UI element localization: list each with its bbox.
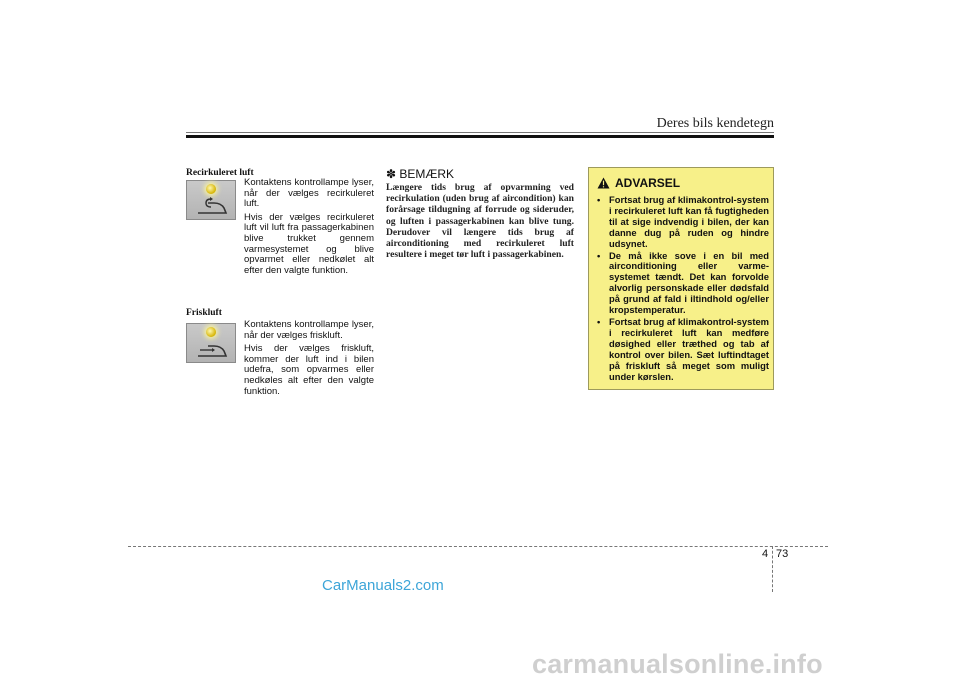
bullet: • [597, 194, 601, 205]
watermark-carmanuals2[interactable]: CarManuals2.com [322, 577, 444, 594]
fresh-air-icon [194, 338, 230, 360]
warning-title: ADVARSEL [615, 176, 681, 190]
fresh-button-image [186, 323, 236, 363]
warning-box [588, 167, 774, 390]
page-divider [772, 546, 773, 592]
warning-item-text: De må ikke sove i en bil med airconditioning eller varme-systemet tændt. Det kan forvolde alvorlig personskade eller dødsfald på grund af fald i iltindhold og/eller kropstemperatur. [609, 249, 769, 316]
fresh-description [244, 320, 374, 400]
fresh-paragraph-1: Kontaktens kontrollampe lyser, når der vælges friskluft. [244, 319, 374, 341]
indicator-lamp-icon [206, 327, 216, 337]
header-rule [186, 135, 774, 138]
recirc-button-image [186, 180, 236, 220]
page-chapter: 4 [762, 548, 769, 560]
note-text: Længere tids brug af opvarmning ved recirkulation (uden brug af aircondition) kan forårsage tildugning af forrude og sideruder, og luften i passagerkabinen kan blive tung. Derudover vil længere tids brug af airconditioning med recirkuleret luft resultere i meget tør luft i passagerkabinen. [386, 182, 574, 261]
warning-item-text: Fortsat brug af klimakontrol-system i recirkuleret luft kan medføre døsighed eller træthed og tab af kontrol over bilen. Sæt luftindtaget på friskluft så meget som muligt under kørslen. [609, 315, 769, 382]
footer-rule [128, 546, 828, 547]
warning-triangle-icon [597, 177, 610, 189]
header-rule-thin [186, 132, 774, 133]
indicator-lamp-icon [206, 184, 216, 194]
fresh-section-title: Friskluft [186, 308, 222, 318]
bullet: • [597, 315, 601, 327]
recirculation-icon [194, 195, 230, 217]
fresh-paragraph-2: Hvis der vælges friskluft, kommer der luft ind i bilen udefra, som opvarmes eller nedkøles alt efter den valgte funktion. [244, 343, 374, 397]
warning-item [595, 251, 769, 316]
recirc-paragraph-1: Kontaktens kontrollampe lyser, når der vælges recirkuleret luft. [244, 177, 374, 210]
warning-item [595, 195, 769, 250]
watermark-carmanualsonline[interactable]: carmanualsonline.info [532, 649, 823, 679]
warning-list [595, 195, 769, 383]
warning-item [595, 317, 769, 382]
header-title: Deres bils kendetegn [656, 116, 774, 131]
recirc-section-title: Recirkuleret luft [186, 168, 254, 178]
bullet: • [597, 249, 601, 261]
page-number: 73 [776, 548, 789, 560]
warning-item-text: Fortsat brug af klimakontrol-system i recirkuleret luft kan få fugtigheden til at sige indvendig i bilen, der kan danne dug på ruden og hindre udsynet. [609, 194, 769, 249]
recirc-paragraph-2: Hvis der vælges recirkuleret luft vil luft fra passagerkabinen blive trukket gennem varmesystemet og blive opvarmet eller nedkølet alt efter den valgte funktion. [244, 211, 374, 276]
recirc-description [244, 178, 374, 279]
warning-header [597, 176, 680, 190]
note-title: ✽ BEMÆRK [386, 167, 455, 181]
